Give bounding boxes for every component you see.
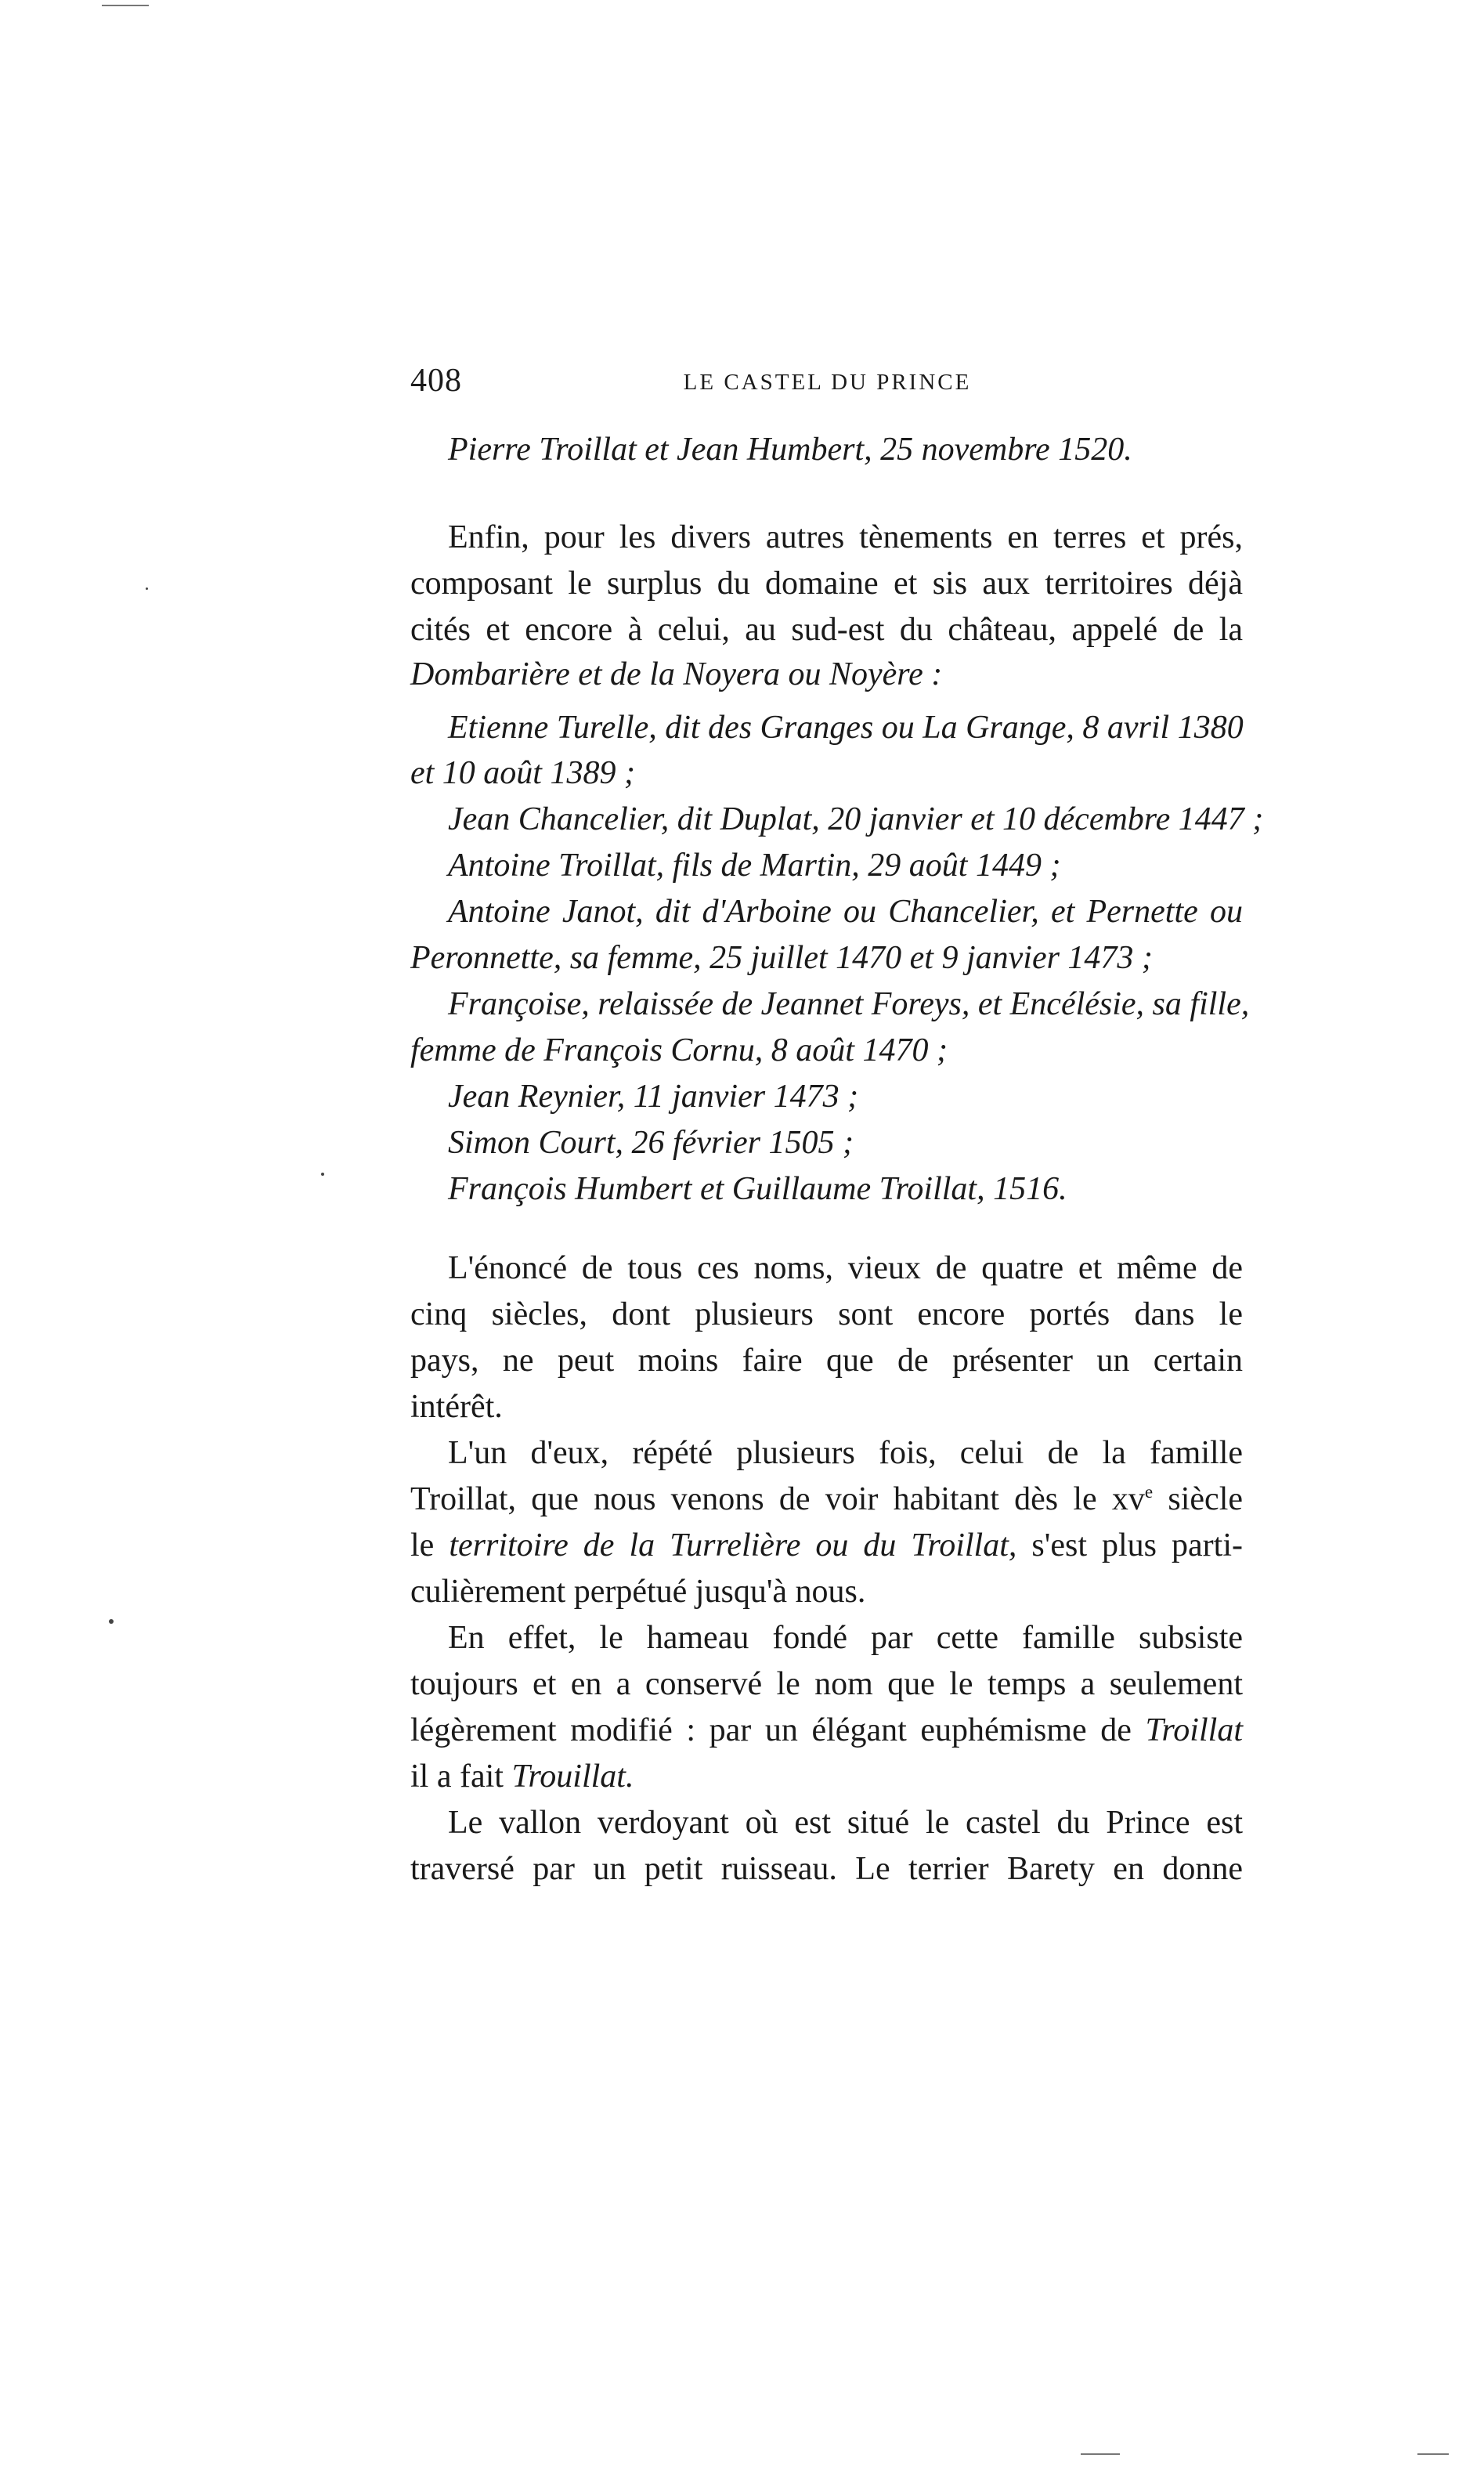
scan-edge-mark xyxy=(1417,2453,1449,2455)
list-item: femme de François Cornu, 8 août 1470 ; xyxy=(410,1032,948,1068)
text-line: En effet, le hameau fondé par cette famille subsiste xyxy=(448,1620,1243,1656)
text-line: traversé par un petit ruisseau. Le terrier Barety en donne xyxy=(410,1851,1243,1887)
text-line xyxy=(410,1529,1243,1562)
list-item: Peronnette, sa femme, 25 juillet 1470 et 9 janvier 1473 ; xyxy=(410,940,1153,976)
list-item: Simon Court, 26 février 1505 ; xyxy=(448,1125,854,1161)
list-item: Antoine Janot, dit d'Arboine ou Chancelier, et Pernette ou xyxy=(448,894,1243,930)
text-line: Le vallon verdoyant où est situé le castel du Prince est xyxy=(448,1805,1243,1841)
list-item: Etienne Turelle, dit des Granges ou La Grange, 8 avril 1380 xyxy=(448,710,1244,746)
text-line: L'énoncé de tous ces noms, vieux de quatre et même de xyxy=(448,1250,1243,1286)
list-item: Jean Reynier, 11 janvier 1473 ; xyxy=(448,1079,859,1115)
text-run: siècle xyxy=(1153,1481,1244,1517)
text-line: L'un d'eux, répété plusieurs fois, celui de la famille xyxy=(448,1435,1243,1471)
text-line: pays, ne peut moins faire que de présenter un certain xyxy=(410,1343,1243,1379)
text-run: s'est plus parti- xyxy=(1016,1527,1243,1563)
text-line: Enfin, pour les divers autres tènements en terres et prés, xyxy=(448,519,1243,555)
scan-edge-mark xyxy=(1081,2453,1120,2455)
superscript: e xyxy=(1144,1481,1154,1502)
text-run: Troillat, que nous venons de voir habitant dès le xv xyxy=(410,1481,1145,1517)
scan-speck xyxy=(109,1619,114,1624)
italic-run: Trouillat. xyxy=(511,1759,634,1795)
text-run: le xyxy=(410,1527,450,1563)
text-line: Dombarière et de la Noyera ou Noyère : xyxy=(410,656,943,692)
scan-speck xyxy=(321,1173,324,1176)
text-run: il a fait xyxy=(410,1759,512,1795)
running-head: LE CASTEL DU PRINCE xyxy=(683,370,972,395)
list-item: Jean Chancelier, dit Duplat, 20 janvier et 10 décembre 1447 ; xyxy=(448,801,1264,837)
text-run: légèrement modifié : par un élégant euphémisme de xyxy=(410,1712,1146,1748)
italic-run: territoire de la Turrelière ou du Troillat, xyxy=(449,1527,1017,1563)
text-line xyxy=(410,1714,1243,1747)
page-header xyxy=(410,362,1244,409)
text-line: cinq siècles, dont plusieurs sont encore portés dans le xyxy=(410,1296,1243,1332)
italic-run: Troillat xyxy=(1145,1712,1243,1748)
text-line xyxy=(410,1760,634,1793)
text-line: composant le surplus du domaine et sis aux territoires déjà xyxy=(410,566,1243,602)
scan-edge-mark xyxy=(102,5,149,6)
text-line: intérêt. xyxy=(410,1389,503,1425)
text-line: Pierre Troillat et Jean Humbert, 25 novembre 1520. xyxy=(448,432,1132,468)
scan-speck xyxy=(146,587,148,590)
text-line: toujours et en a conservé le nom que le temps a seulement xyxy=(410,1666,1243,1702)
list-item: Antoine Troillat, fils de Martin, 29 août 1449 ; xyxy=(448,848,1061,884)
list-item: et 10 août 1389 ; xyxy=(410,755,635,791)
text-line: culièrement perpétué jusqu'à nous. xyxy=(410,1574,866,1610)
text-line xyxy=(410,1483,1243,1516)
page-number: 408 xyxy=(410,363,462,399)
text-line: cités et encore à celui, au sud-est du château, appelé de la xyxy=(410,612,1243,648)
list-item: François Humbert et Guillaume Troillat, 1516. xyxy=(448,1171,1067,1207)
list-item: Françoise, relaissée de Jeannet Foreys, et Encélésie, sa fille, xyxy=(448,986,1250,1022)
